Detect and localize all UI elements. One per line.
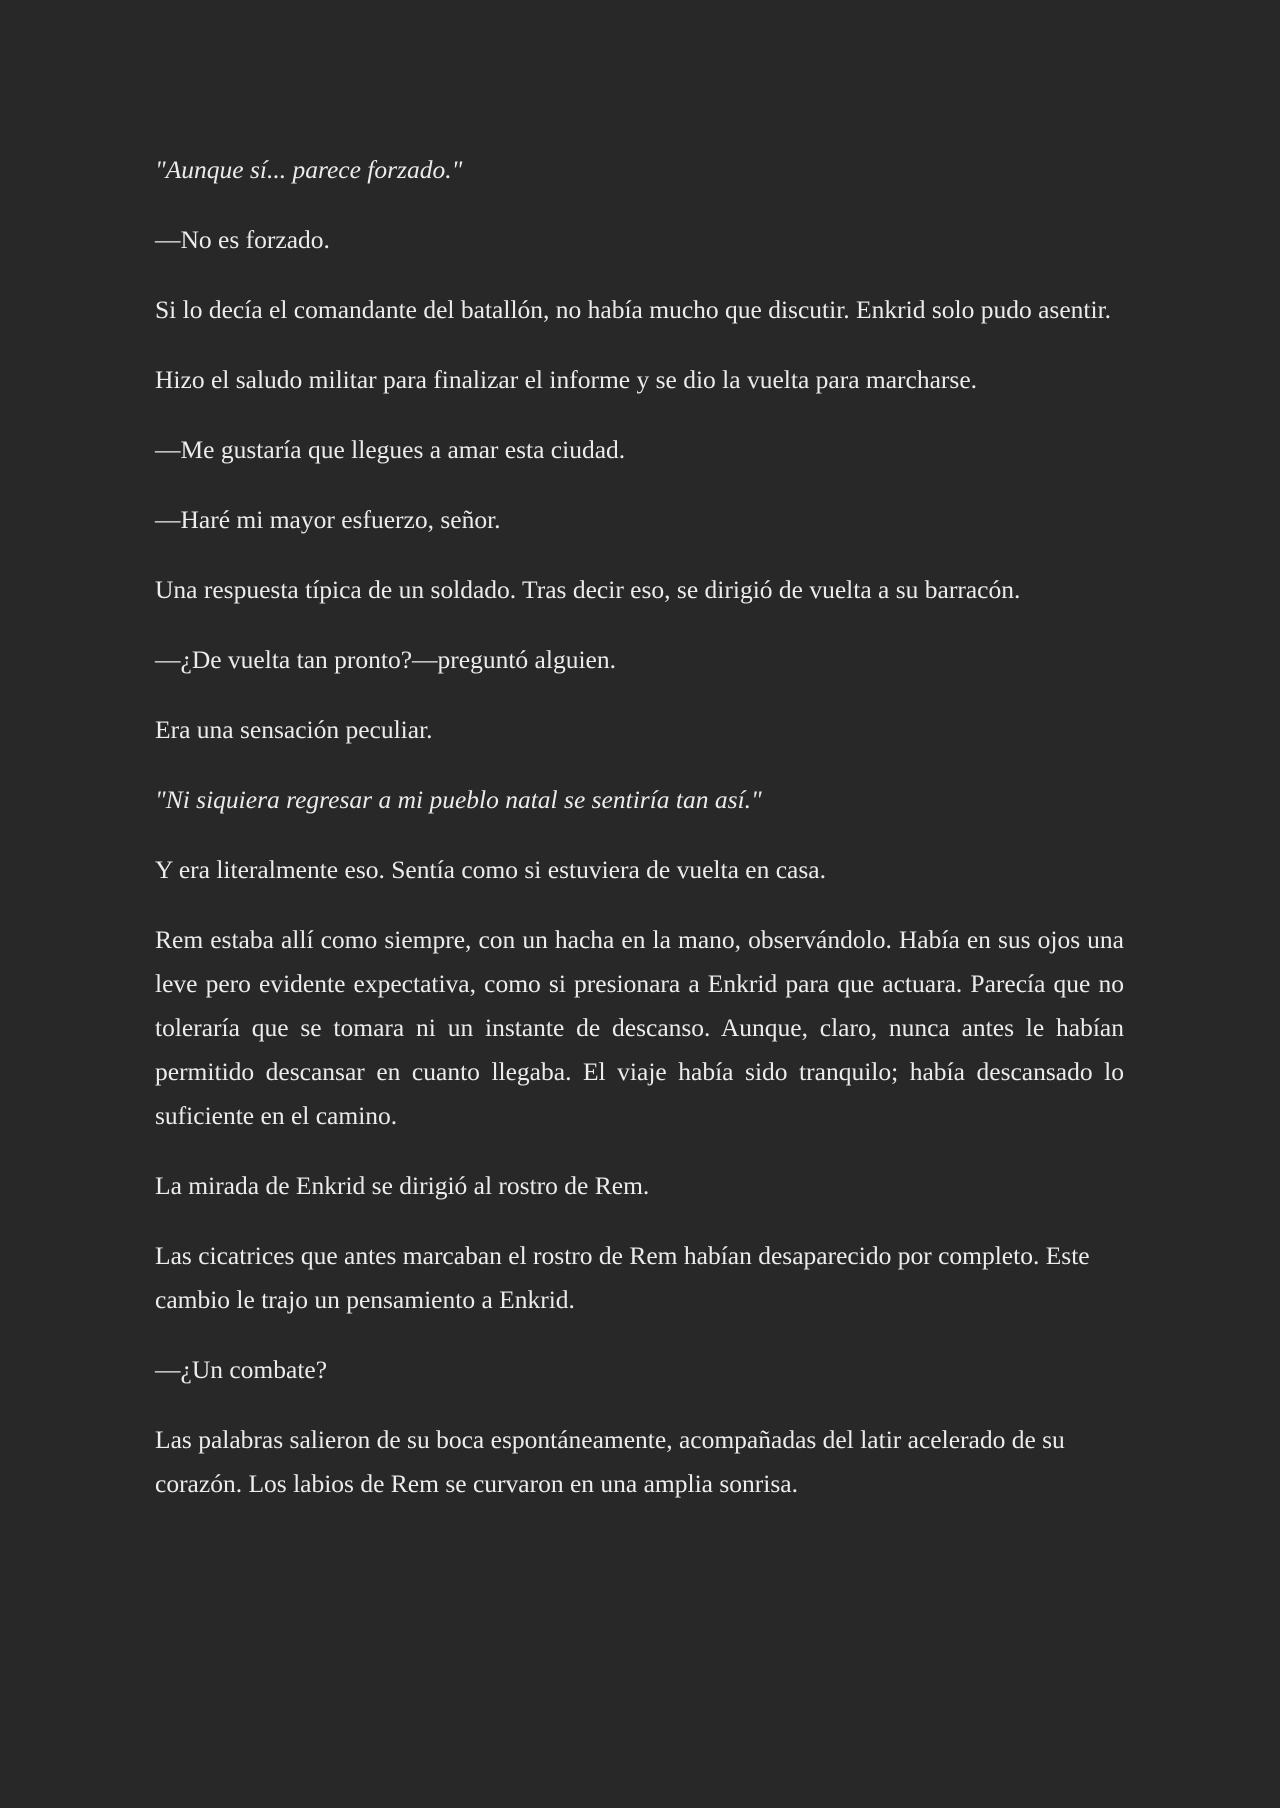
paragraph-dialogue: —¿De vuelta tan pronto?—preguntó alguien. bbox=[155, 645, 616, 674]
reader-page bbox=[155, 148, 1124, 1532]
paragraph: Una respuesta típica de un soldado. Tras decir eso, se dirigió de vuelta a su barracón. bbox=[155, 575, 1021, 604]
paragraph: Si lo decía el comandante del batallón, no había mucho que discutir. Enkrid solo pudo asentir. bbox=[155, 295, 1112, 324]
paragraph-dialogue: —Haré mi mayor esfuerzo, señor. bbox=[155, 505, 501, 534]
paragraph-thought: "Ni siquiera regresar a mi pueblo natal se sentiría tan así." bbox=[155, 785, 762, 814]
paragraph-dialogue: —No es forzado. bbox=[155, 225, 330, 254]
paragraph: Y era literalmente eso. Sentía como si estuviera de vuelta en casa. bbox=[155, 855, 826, 884]
paragraph: Las palabras salieron de su boca espontáneamente, acompañadas del latir acelerado de su corazón. Los labios de Rem se curvaron en una amplia sonrisa. bbox=[155, 1425, 1065, 1498]
paragraph: Las cicatrices que antes marcaban el rostro de Rem habían desaparecido por completo. Este cambio le trajo un pensamiento a Enkrid. bbox=[155, 1241, 1090, 1314]
paragraph-dialogue: —¿Un combate? bbox=[155, 1355, 328, 1384]
paragraph: Hizo el saludo militar para finalizar el informe y se dio la vuelta para marcharse. bbox=[155, 365, 978, 394]
paragraph: Rem estaba allí como siempre, con un hacha en la mano, observándolo. Había en sus ojos una leve pero evidente expectativa, como si presionara a Enkrid para que actuara. Parecía que no toleraría que se tomara ni un instante de descanso. Aunque, claro, nunca antes le habían permitido descansar en cuanto llegaba. El viaje había sido tranquilo; había descansado lo suficiente en el camino. bbox=[155, 925, 1124, 1130]
paragraph-thought: "Aunque sí... parece forzado." bbox=[155, 155, 463, 184]
paragraph: Era una sensación peculiar. bbox=[155, 715, 433, 744]
paragraph: La mirada de Enkrid se dirigió al rostro de Rem. bbox=[155, 1171, 650, 1200]
paragraph-dialogue: —Me gustaría que llegues a amar esta ciudad. bbox=[155, 435, 626, 464]
